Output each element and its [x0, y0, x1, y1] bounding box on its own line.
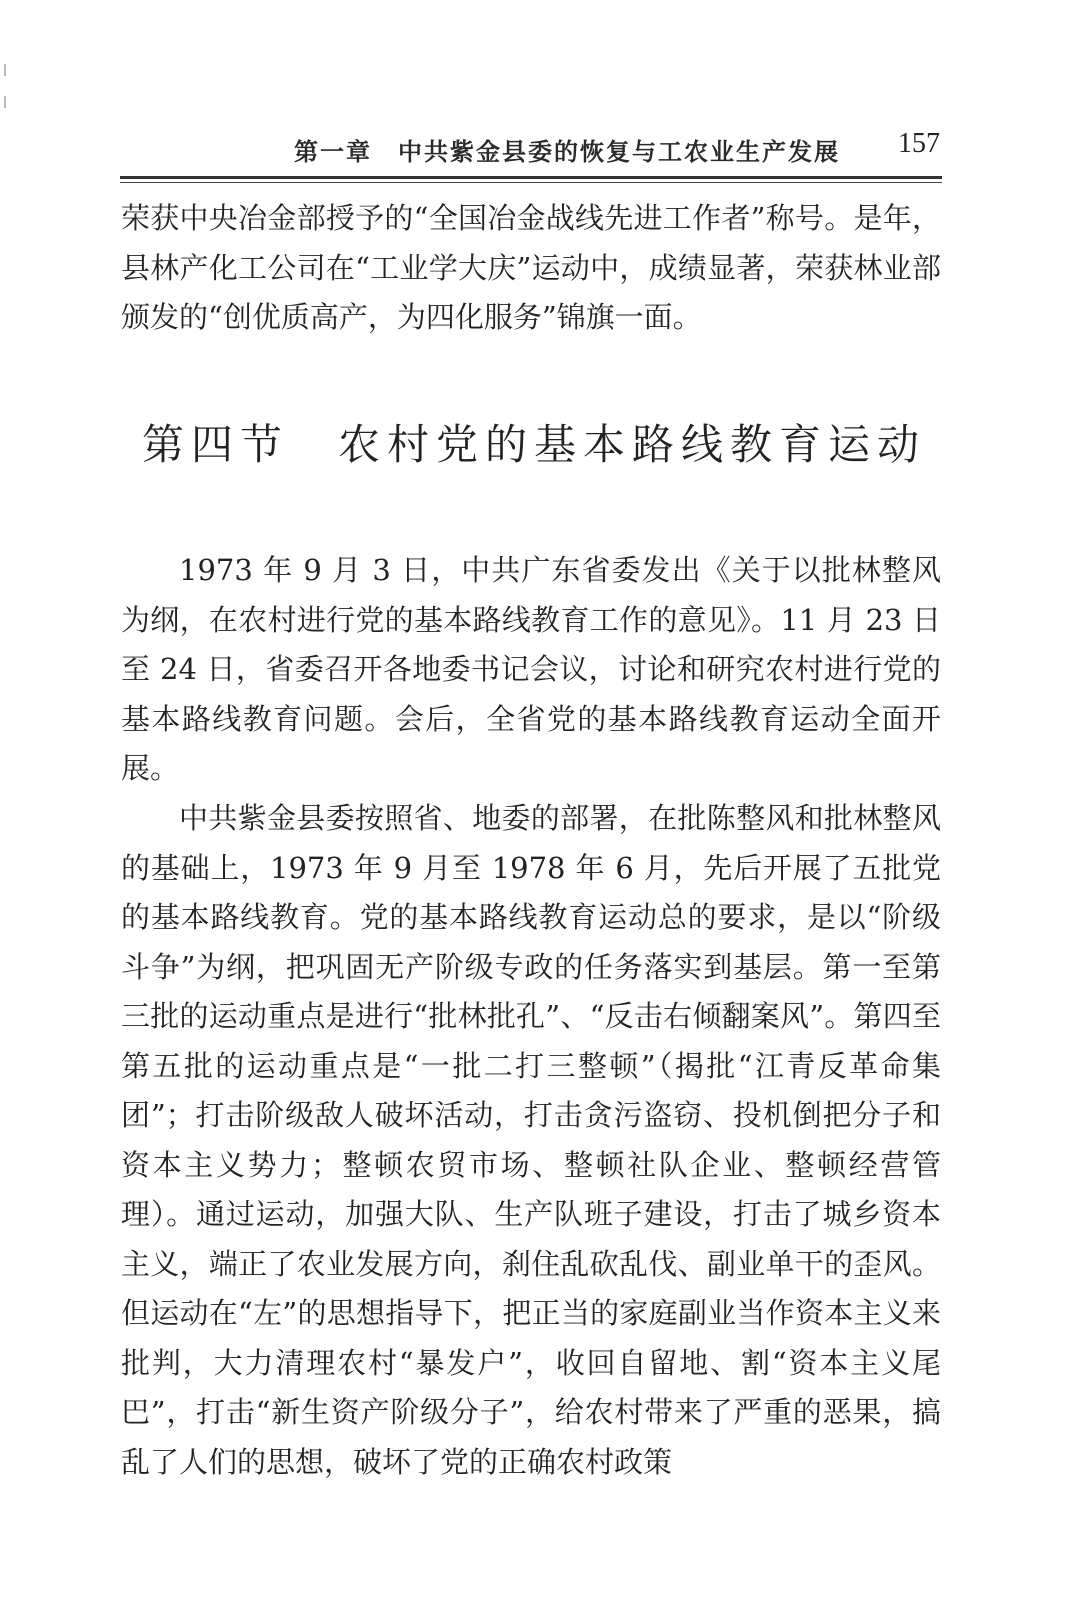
scan-edge-mark	[4, 96, 6, 108]
running-header	[120, 128, 940, 172]
header-rule-thick	[120, 176, 942, 179]
body-paragraph-1: 1973 年 9 月 3 日，中共广东省委发出《关于以批林整风为纲，在农村进行党的基本路线教育工作的意见》。11 月 23 日至 24 日，省委召开各地委书记会议，讨论和研究农村进行党的基本路线教育问题。会后，全省党的基本路线教育运动全面开展。	[121, 553, 941, 785]
header-rule-thin	[120, 182, 942, 183]
body-paragraph-2: 中共紫金县委按照省、地委的部署，在批陈整风和批林整风的基础上，1973 年 9 月至 1978 年 6 月，先后开展了五批党的基本路线教育。党的基本路线教育运动总的要求，是以“阶级斗争”为纲，把巩固无产阶级专政的任务落实到基层。第一至第三批的运动重点是进行“批林批孔”、“反击右倾翻案风”。第四至第五批的运动重点是“一批二打三整顿”（揭批“江青反革命集团”；打击阶级敌人破坏活动，打击贪污盗窃、投机倒把分子和资本主义势力；整顿农贸市场、整顿社队企业、整顿经营管理）。通过运动，加强大队、生产队班子建设，打击了城乡资本主义，端正了农业发展方向，刹住乱砍乱伐、副业单干的歪风。但运动在“左”的思想指导下，把正当的家庭副业当作资本主义来批判，大力清理农村“暴发户”，收回自留地、割“资本主义尾巴”，打击“新生资产阶级分子”，给农村带来了严重的恶果，搞乱了人们的思想，破坏了党的正确农村政策	[121, 801, 941, 1479]
section-heading: 第四节 农村党的基本路线教育运动	[141, 420, 926, 469]
continuation-paragraph: 荣获中央冶金部授予的“全国冶金战线先进工作者”称号。是年，县林产化工公司在“工业学大庆”运动中，成绩显著，荣获林业部颁发的“创优质高产，为四化服务”锦旗一面。	[121, 201, 941, 334]
page-number: 157	[898, 128, 940, 159]
chapter-title: 第一章 中共紫金县委的恢复与工农业生产发展	[294, 137, 840, 166]
scan-edge-mark	[4, 64, 6, 76]
